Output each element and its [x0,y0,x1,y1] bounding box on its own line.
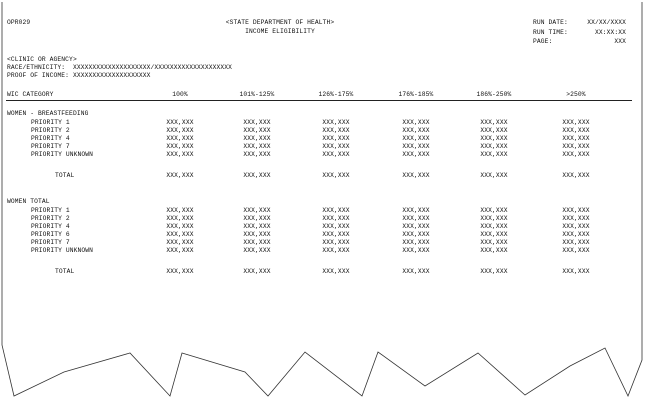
cell-value: XXX,XXX [243,207,271,214]
cell-value: XXX,XXX [480,223,508,230]
cell-value: XXX,XXX [402,207,430,214]
total-value: XXX,XXX [480,268,508,275]
department-name: <STATE DEPARTMENT OF HEALTH> [225,19,335,26]
cell-value: XXX,XXX [562,215,590,222]
cell-value: XXX,XXX [562,207,590,214]
cell-value: XXX,XXX [322,143,350,150]
cell-value: XXX,XXX [166,151,194,158]
cell-value: XXX,XXX [243,127,271,134]
run-time-label: RUN TIME: [533,29,568,36]
cell-value: XXX,XXX [243,231,271,238]
cell-value: XXX,XXX [322,231,350,238]
cell-value: XXX,XXX [562,119,590,126]
cell-value: XXX,XXX [322,247,350,254]
cell-value: XXX,XXX [243,223,271,230]
cell-value: XXX,XXX [480,207,508,214]
cell-value: XXX,XXX [322,207,350,214]
cell-value: XXX,XXX [480,127,508,134]
row-label: PRIORITY 4 [31,223,70,230]
row-label: PRIORITY 1 [31,207,70,214]
cell-value: XXX,XXX [243,151,271,158]
run-date-value: XX/XX/XXXX [587,19,626,26]
cell-value: XXX,XXX [402,151,430,158]
cell-value: XXX,XXX [402,119,430,126]
total-value: XXX,XXX [243,172,271,179]
cell-value: XXX,XXX [402,239,430,246]
cell-value: XXX,XXX [322,127,350,134]
cell-value: XXX,XXX [166,215,194,222]
cell-value: XXX,XXX [402,135,430,142]
cell-value: XXX,XXX [243,135,271,142]
cell-value: XXX,XXX [480,231,508,238]
cell-value: XXX,XXX [166,247,194,254]
total-value: XXX,XXX [480,172,508,179]
page-label: PAGE: [533,38,553,45]
cell-value: XXX,XXX [166,231,194,238]
section-title: WOMEN TOTAL [7,198,50,205]
cell-value: XXX,XXX [166,135,194,142]
column-header-over-250: >250% [566,91,586,98]
cell-value: XXX,XXX [243,143,271,150]
cell-value: XXX,XXX [562,143,590,150]
total-value: XXX,XXX [166,172,194,179]
total-label: TOTAL [55,268,75,275]
run-date-label: RUN DATE: [533,19,568,26]
cell-value: XXX,XXX [402,223,430,230]
cell-value: XXX,XXX [166,223,194,230]
cell-value: XXX,XXX [562,247,590,254]
row-label: PRIORITY UNKNOWN [31,247,94,254]
cell-value: XXX,XXX [166,143,194,150]
row-label: PRIORITY 7 [31,143,70,150]
header-rule [6,100,632,101]
section-title: WOMEN - BREASTFEEDING [7,110,89,117]
total-value: XXX,XXX [402,268,430,275]
cell-value: XXX,XXX [480,119,508,126]
cell-value: XXX,XXX [562,223,590,230]
clinic-line: <CLINIC OR AGENCY> [7,56,77,63]
cell-value: XXX,XXX [480,135,508,142]
total-value: XXX,XXX [243,268,271,275]
cell-value: XXX,XXX [480,151,508,158]
run-time-value: XX:XX:XX [594,29,626,36]
row-label: PRIORITY 2 [31,215,70,222]
cell-value: XXX,XXX [562,151,590,158]
column-header-101-125: 101%-125% [239,91,275,98]
total-label: TOTAL [55,172,75,179]
cell-value: XXX,XXX [402,247,430,254]
cell-value: XXX,XXX [322,119,350,126]
row-label: PRIORITY 4 [31,135,70,142]
cell-value: XXX,XXX [322,215,350,222]
column-header-126-175: 126%-175% [318,91,354,98]
cell-value: XXX,XXX [562,127,590,134]
proof-of-income-line: PROOF OF INCOME: XXXXXXXXXXXXXXXXXXXX [7,72,151,79]
cell-value: XXX,XXX [322,135,350,142]
cell-value: XXX,XXX [402,231,430,238]
cell-value: XXX,XXX [243,247,271,254]
report-id: OPR029 [7,19,31,26]
cell-value: XXX,XXX [480,247,508,254]
cell-value: XXX,XXX [166,127,194,134]
cell-value: XXX,XXX [322,223,350,230]
cell-value: XXX,XXX [562,231,590,238]
column-header-100: 100% [172,91,188,98]
cell-value: XXX,XXX [243,239,271,246]
cell-value: XXX,XXX [322,239,350,246]
column-header-186-250: 186%-250% [476,91,512,98]
report-title: INCOME ELIGIBILITY [245,28,315,35]
row-label: PRIORITY 2 [31,127,70,134]
total-value: XXX,XXX [322,172,350,179]
race-ethnicity-line: RACE/ETHNICITY: XXXXXXXXXXXXXXXXXXXX/XXXXXXXXXXXXXXXXXXXX [7,64,232,71]
total-value: XXX,XXX [402,172,430,179]
cell-value: XXX,XXX [562,135,590,142]
cell-value: XXX,XXX [402,215,430,222]
column-header-category: WIC CATEGORY [7,91,54,98]
cell-value: XXX,XXX [480,215,508,222]
cell-value: XXX,XXX [243,119,271,126]
row-label: PRIORITY 6 [31,231,70,238]
cell-value: XXX,XXX [243,215,271,222]
cell-value: XXX,XXX [402,127,430,134]
row-label: PRIORITY UNKNOWN [31,151,94,158]
cell-value: XXX,XXX [562,239,590,246]
cell-value: XXX,XXX [166,239,194,246]
total-value: XXX,XXX [322,268,350,275]
cell-value: XXX,XXX [166,119,194,126]
cell-value: XXX,XXX [322,151,350,158]
cell-value: XXX,XXX [480,239,508,246]
cell-value: XXX,XXX [480,143,508,150]
row-label: PRIORITY 7 [31,239,70,246]
row-label: PRIORITY 1 [31,119,70,126]
total-value: XXX,XXX [562,268,590,275]
total-value: XXX,XXX [562,172,590,179]
page-number: XXX [614,38,626,45]
column-header-176-185: 176%-185% [398,91,434,98]
cell-value: XXX,XXX [402,143,430,150]
total-value: XXX,XXX [166,268,194,275]
cell-value: XXX,XXX [166,207,194,214]
